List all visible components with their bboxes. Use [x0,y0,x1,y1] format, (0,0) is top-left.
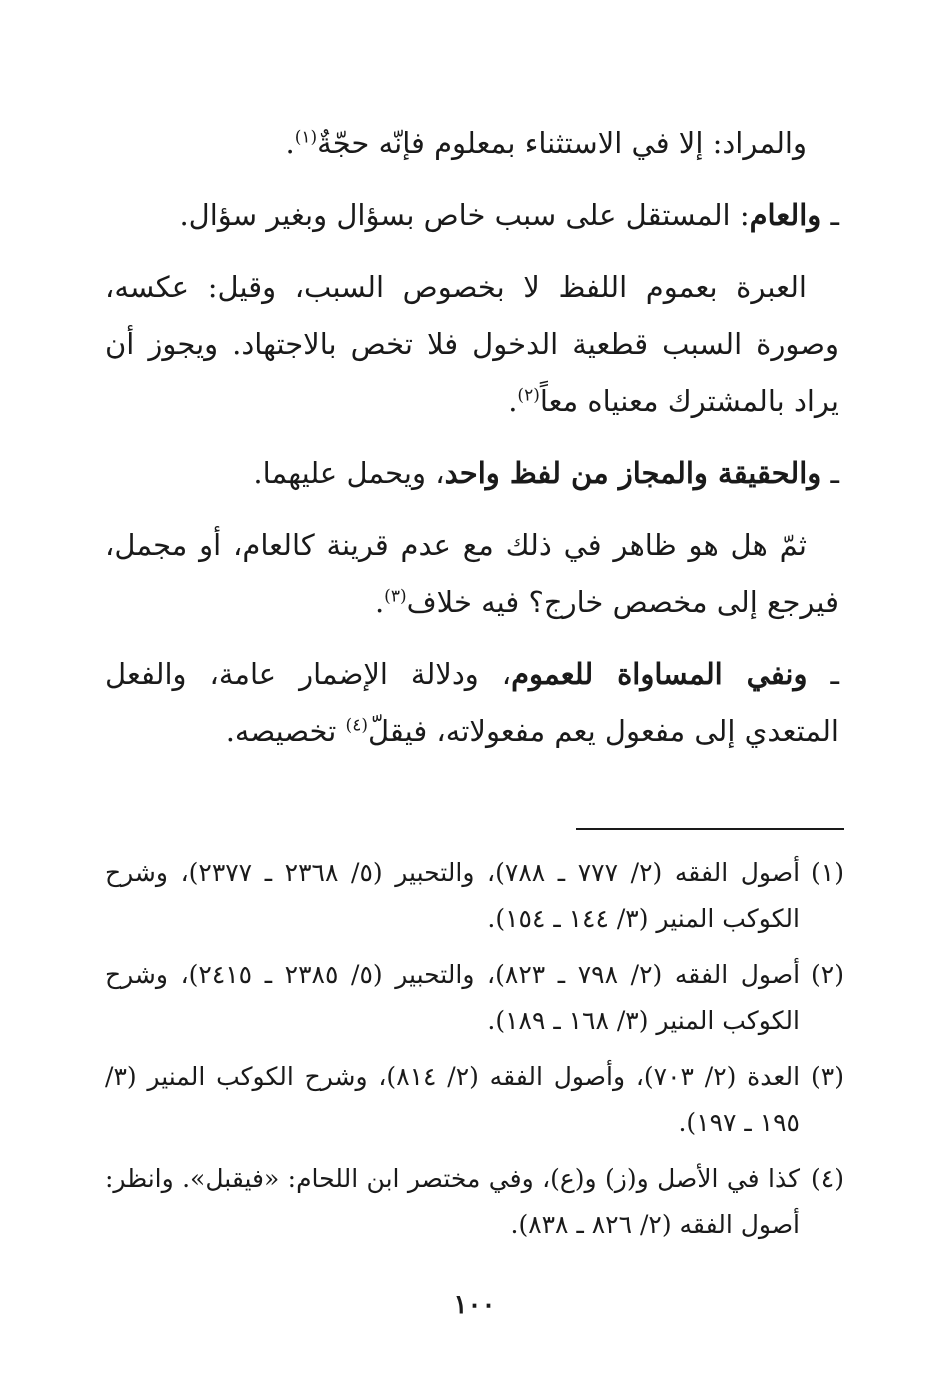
footnote-3 [105,1054,844,1146]
footnote-3-number: (٣) [811,1062,844,1091]
footnote-ref-1[interactable]: (١) [294,127,318,148]
paragraph-5 [105,517,839,631]
footnote-1-text: أصول الفقه (٢/ ٧٧٧ ـ ٧٨٨)، والتحبير (٥/ ٢٣٦٨ ـ ٢٣٧٧)، وشرح الكوكب المنير (٣/ ١٤٤ ـ ١٥٤). [105,858,801,933]
footnotes [105,850,844,1258]
footnote-4 [105,1156,844,1248]
paragraph-1-end: . [285,126,295,160]
paragraph-2-heading: والعام [749,198,822,232]
footnote-2 [105,952,844,1044]
paragraph-6-heading: ونفي المساواة للعموم [511,657,808,691]
footnote-2-text: أصول الفقه (٢/ ٧٩٨ ـ ٨٢٣)، والتحبير (٥/ ٢٣٨٥ ـ ٢٤١٥)، وشرح الكوكب المنير (٣/ ١٦٨ ـ ١٨٩). [105,960,801,1035]
paragraph-6-dash: ـ [807,657,839,691]
footnote-1-number: (١) [811,858,844,887]
paragraph-3 [105,259,839,430]
paragraph-2-dash: ـ [821,198,839,232]
paragraph-5-end: . [374,585,385,619]
main-text [105,115,839,760]
footnote-4-text: كذا في الأصل و(ز) و(ع)، وفي مختصر ابن اللحام: «فيقبل». وانظر: أصول الفقه (٢/ ٨٢٦ ـ ٨٣٨). [105,1164,800,1239]
footnote-4-number: (٤) [811,1164,844,1193]
paragraph-1 [105,115,839,172]
footnote-ref-4[interactable]: (٤) [345,715,368,736]
paragraph-4-heading: والحقيقة والمجاز من لفظ واحد [444,456,822,490]
paragraph-3-end: . [508,384,518,418]
footnote-1 [105,850,844,942]
paragraph-2 [105,187,839,244]
paragraph-5-text: ثمّ هل هو ظاهر في ذلك مع عدم قرينة كالعام، أو مجمل، فيرجع إلى مخصص خارج؟ فيه خلاف [105,528,839,619]
page-number: ١٠٠ [453,1290,496,1320]
paragraph-2-text: : المستقل على سبب خاص بسؤال وبغير سؤال. [179,198,750,232]
footnote-ref-3[interactable]: (٣) [384,586,407,607]
footnote-3-text: العدة (٢/ ٧٠٣)، وأصول الفقه (٢/ ٨١٤)، وشرح الكوكب المنير (٣/ ١٩٥ ـ ١٩٧). [105,1062,801,1137]
footnote-2-number: (٢) [811,960,844,989]
paragraph-3-text: العبرة بعموم اللفظ لا بخصوص السبب، وقيل: عكسه، وصورة السبب قطعية الدخول فلا تخص بالاجتهاد. ويجوز أن يراد بالمشترك معنياه معاً [105,270,839,418]
paragraph-6-text-a: ، ودلالة الإضمار عامة، والفعل المتعدي إلى مفعول يعم مفعولاته، فيقلّ [105,657,839,748]
paragraph-4 [105,445,839,502]
paragraph-6 [105,646,839,760]
paragraph-4-text: ، ويحمل عليهما. [253,456,445,490]
footnote-separator [576,828,844,830]
footnote-ref-2[interactable]: (٢) [517,385,540,406]
paragraph-1-text: والمراد: إلا في الاستثناء بمعلوم فإنّه حجّةٌ [317,126,807,160]
paragraph-6-text-b: تخصيصه. [225,714,346,748]
paragraph-4-dash: ـ [821,456,839,490]
